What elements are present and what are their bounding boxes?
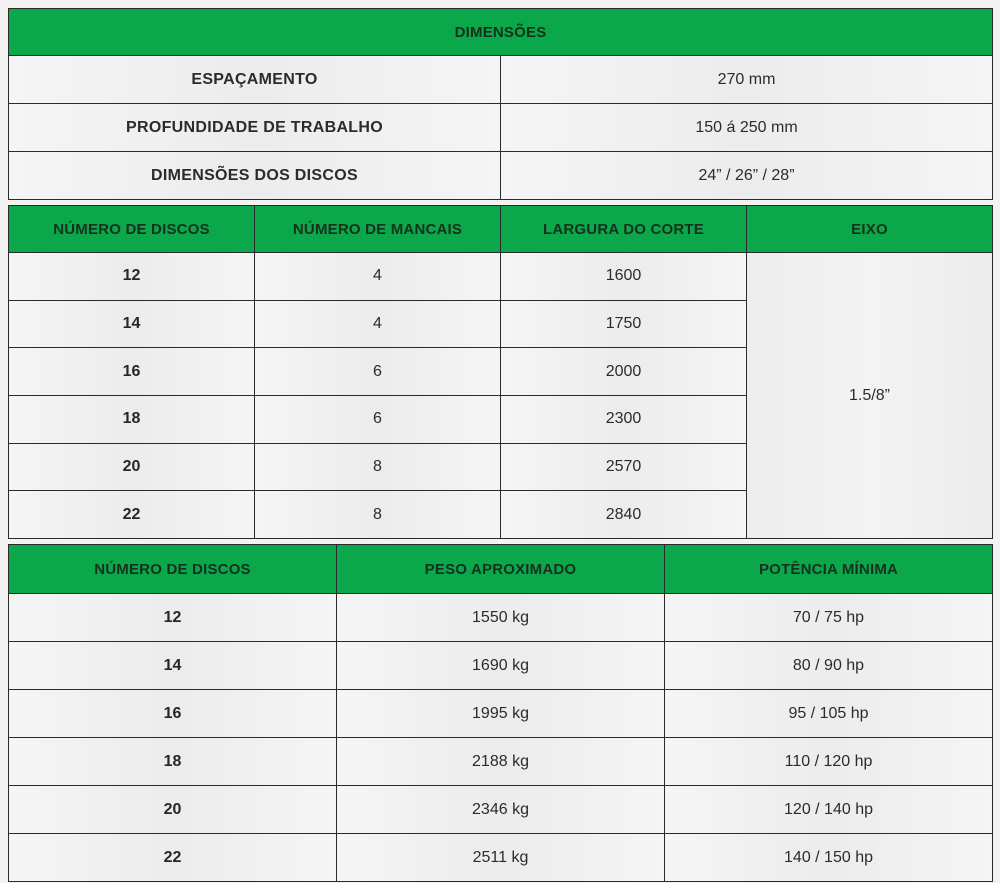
mancais-cell: 8: [255, 443, 501, 491]
mancais-cell: 6: [255, 348, 501, 396]
weight-table: [8, 544, 993, 882]
discos-cell: 14: [9, 300, 255, 348]
peso-cell: 1690 kg: [337, 642, 665, 690]
mancais-cell: 8: [255, 491, 501, 539]
potencia-cell: 120 / 140 hp: [665, 786, 993, 834]
potencia-cell: 140 / 150 hp: [665, 834, 993, 882]
dimension-value: 270 mm: [501, 56, 993, 104]
config-header-row: [9, 206, 993, 253]
largura-cell: 2840: [501, 491, 747, 539]
peso-cell: 1995 kg: [337, 690, 665, 738]
table-row: [9, 690, 993, 738]
discos-cell: 12: [9, 594, 337, 642]
largura-cell: 1600: [501, 253, 747, 301]
peso-cell: 1550 kg: [337, 594, 665, 642]
discos-cell: 18: [9, 738, 337, 786]
dimension-value: 150 á 250 mm: [501, 104, 993, 152]
discos-cell: 14: [9, 642, 337, 690]
discos-cell: 18: [9, 396, 255, 444]
largura-cell: 2300: [501, 396, 747, 444]
eixo-cell: 1.5/8”: [747, 253, 993, 539]
potencia-cell: 80 / 90 hp: [665, 642, 993, 690]
header-numero-mancais: NÚMERO DE MANCAIS: [255, 206, 501, 253]
dimension-value: 24” / 26” / 28”: [501, 152, 993, 200]
mancais-cell: 4: [255, 253, 501, 301]
largura-cell: 1750: [501, 300, 747, 348]
discos-cell: 12: [9, 253, 255, 301]
header-numero-discos: NÚMERO DE DISCOS: [9, 206, 255, 253]
dimensions-header: DIMENSÕES: [9, 9, 993, 56]
table-row: [9, 594, 993, 642]
discos-cell: 20: [9, 443, 255, 491]
header-potencia-minima: POTÊNCIA MÍNIMA: [665, 545, 993, 594]
dimension-label: ESPAÇAMENTO: [9, 56, 501, 104]
table-row: [9, 104, 993, 152]
discos-cell: 20: [9, 786, 337, 834]
header-eixo: EIXO: [747, 206, 993, 253]
config-table: [8, 205, 993, 539]
potencia-cell: 70 / 75 hp: [665, 594, 993, 642]
largura-cell: 2570: [501, 443, 747, 491]
table-row: [9, 786, 993, 834]
table-row: [9, 642, 993, 690]
mancais-cell: 4: [255, 300, 501, 348]
peso-cell: 2346 kg: [337, 786, 665, 834]
largura-cell: 2000: [501, 348, 747, 396]
dimension-label: PROFUNDIDADE DE TRABALHO: [9, 104, 501, 152]
header-peso-aproximado: PESO APROXIMADO: [337, 545, 665, 594]
table-row: [9, 738, 993, 786]
discos-cell: 16: [9, 690, 337, 738]
discos-cell: 16: [9, 348, 255, 396]
table-row: [9, 56, 993, 104]
discos-cell: 22: [9, 491, 255, 539]
header-largura-corte: LARGURA DO CORTE: [501, 206, 747, 253]
peso-cell: 2511 kg: [337, 834, 665, 882]
potencia-cell: 110 / 120 hp: [665, 738, 993, 786]
table-row: [9, 152, 993, 200]
potencia-cell: 95 / 105 hp: [665, 690, 993, 738]
weight-header-row: [9, 545, 993, 594]
mancais-cell: 6: [255, 396, 501, 444]
dimensions-table: [8, 8, 993, 200]
discos-cell: 22: [9, 834, 337, 882]
dimensions-header-row: [9, 9, 993, 56]
table-row: [9, 253, 993, 301]
peso-cell: 2188 kg: [337, 738, 665, 786]
table-row: [9, 834, 993, 882]
dimension-label: DIMENSÕES DOS DISCOS: [9, 152, 501, 200]
header-numero-discos: NÚMERO DE DISCOS: [9, 545, 337, 594]
